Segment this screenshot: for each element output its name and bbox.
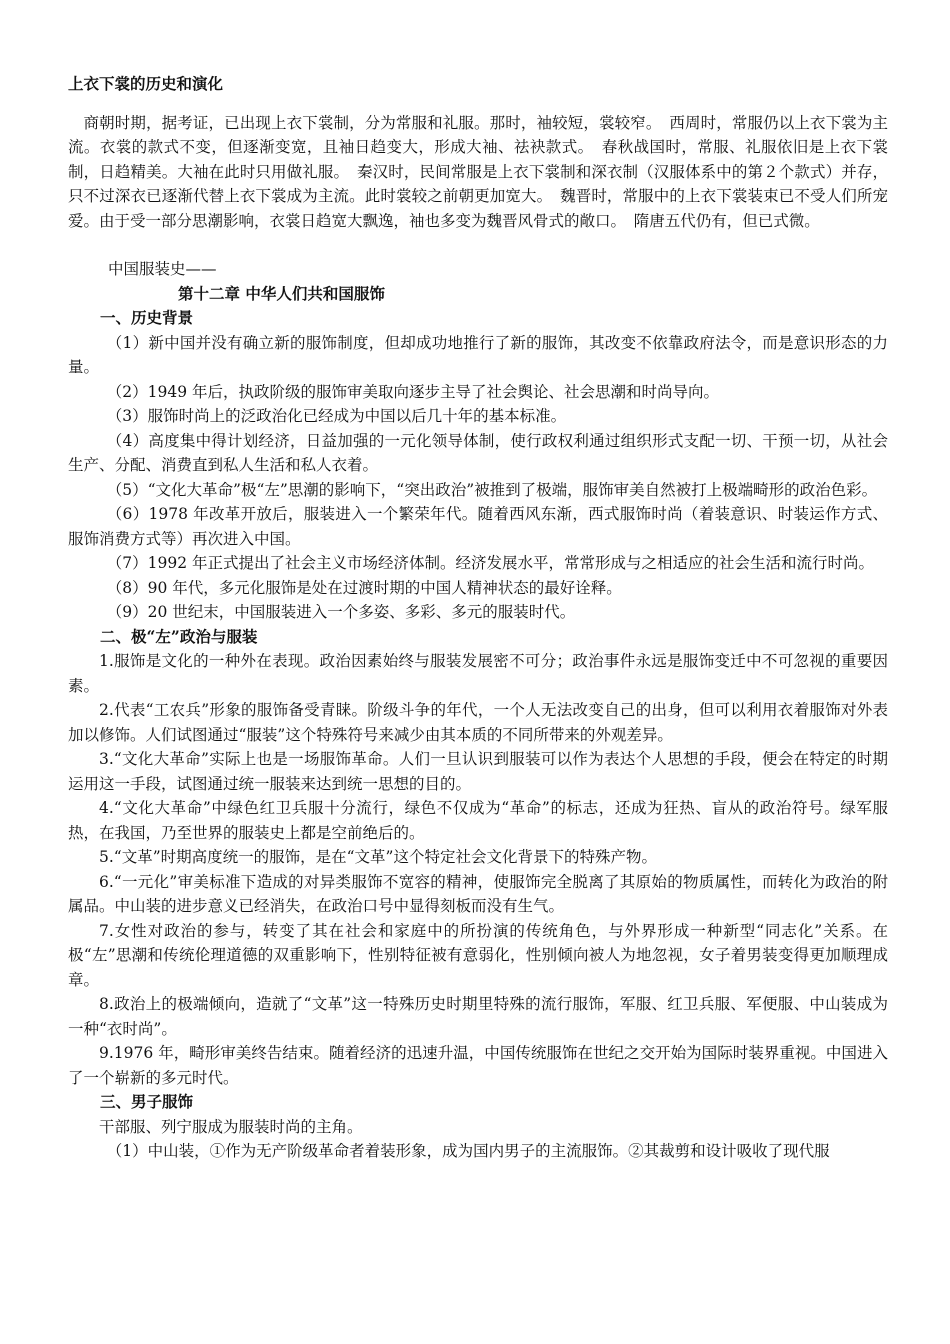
chapter-title: 第十二章 中华人们共和国服饰 (178, 283, 385, 303)
paragraph: （3）服饰时尚上的泛政治化已经成为中国以后几十年的基本标准。 (106, 407, 567, 425)
intro-paragraph (68, 111, 888, 234)
spacer (68, 233, 888, 257)
paragraph: （8）90 年代，多元化服饰是处在过渡时期的中国人精神状态的最好诠释。 (106, 578, 622, 597)
intro-sentence: 西周时，常服仍以上衣下裳为主流。衣裳的款式不变，但逐渐变宽，且袖日趋变大，形成大袖、祛袂款式。 (68, 113, 888, 156)
paragraph: 1.服饰是文化的一种外在表现。政治因素始终与服装发展密不可分；政治事件永远是服饰变迁中不可忽视的重要因素。 (68, 652, 888, 695)
paragraph: 9.1976 年，畸形审美终告结束。随着经济的迅速升温，中国传统服饰在世纪之交开始为国际时装界重视。中国进入了一个崭新的多元时代。 (68, 1044, 888, 1087)
paragraph: （7）1992 年正式提出了社会主义市场经济体制。经济发展水平，常常形成与之相适应的社会生活和流行时尚。 (106, 554, 874, 572)
paragraph: （4）高度集中得计划经济，日益加强的一元化领导体制，使行政权利通过组织形式支配一切、干预一切，从社会生产、分配、消费直到私人生活和私人衣着。 (68, 431, 888, 474)
paragraph: （5）“文化大革命”极“左”思潮的影响下，“突出政治”被推到了极端，服饰审美自然被打上极端畸形的政治色彩。 (106, 480, 878, 499)
intro-sentence: 春秋战国时，常服、礼服依旧是上衣下裳制，日趋精美。大袖在此时只用做礼服。 (68, 138, 888, 181)
intro-sentence: 商朝时期，据考证，已出现上衣下裳制，分为常服和礼服。那时，袖较短，裳较窄。 (83, 113, 654, 132)
paragraph: 干部服、列宁服成为服装时尚的主角。 (99, 1117, 363, 1136)
book-subtitle: 中国服装史—— (108, 260, 217, 278)
paragraph: （1）中山装，①作为无产阶级革命者着装形象，成为国内男子的主流服饰。②其裁剪和设计吸收了现代服 (106, 1142, 830, 1160)
paragraph: 4.“文化大革命”中绿色红卫兵服十分流行，绿色不仅成为“革命”的标志，还成为狂热、盲从的政治符号。绿军服热，在我国，乃至世界的服装史上都是空前绝后的。 (68, 799, 888, 842)
paragraph: （1）新中国并没有确立新的服饰制度，但却成功地推行了新的服饰，其改变不依靠政府法令，而是意识形态的力量。 (68, 333, 888, 376)
heading-politics: 二、极“左”政治与服装 (100, 626, 258, 646)
heading-history: 一、历史背景 (100, 308, 194, 327)
paragraph: （9）20 世纪末，中国服装进入一个多姿、多彩、多元的服装时代。 (106, 603, 576, 621)
paragraph: 6.“一元化”审美标准下造成的对异类服饰不宽容的精神，使服饰完全脱离了其原始的物质属性，而转化为政治的附属品。中山装的进步意义已经消失，在政治口号中显得刻板而没有生气。 (68, 872, 888, 915)
paragraph: （6）1978 年改革开放后，服装进入一个繁荣年代。随着西风东渐，西式服饰时尚（着装意识、时装运作方式、服饰消费方式等）再次进入中国。 (68, 505, 888, 548)
paragraph: 5.“文革”时期高度统一的服饰，是在“文革”这个特定社会文化背景下的特殊产物。 (99, 848, 657, 866)
paragraph: 8.政治上的极端倾向，造就了“文革”这一特殊历史时期里特殊的流行服饰，军服、红卫兵服、军便服、中山装成为一种“衣时尚”。 (68, 995, 888, 1038)
paragraph: （2）1949 年后，执政阶级的服饰审美取向逐步主导了社会舆论、社会思潮和时尚导向。 (106, 382, 719, 401)
intro-sentence: 魏晋时，常服中的上衣下裳装束已不受人们所宠爱。由于受一部分思潮影响，衣裳日趋宽大飘逸，袖也多变为魏晋风骨式的敞口。 (68, 187, 888, 230)
paragraph: 3.“文化大革命”实际上也是一场服饰革命。人们一旦认识到服装可以作为表达个人思想的手段，便会在特定的时期运用这一手段，试图通过统一服装来达到统一思想的目的。 (68, 750, 888, 793)
intro-sentence: 秦汉时，民间常服是上衣下裳制和深衣制（汉服体系中的第２个款式）并存，只不过深衣已逐渐代替上衣下裳成为主流。此时裳较之前朝更加宽大。 (68, 162, 888, 205)
intro-sentence: 隋唐五代仍有，但已式微。 (633, 211, 820, 230)
section-title: 上衣下裳的历史和演化 (68, 74, 224, 93)
heading-mens-wear: 三、男子服饰 (100, 1092, 194, 1111)
paragraph: 2.代表“工农兵”形象的服饰备受青睐。阶级斗争的年代，一个人无法改变自己的出身，但可以利用衣着服饰对外表加以修饰。人们试图通过“服装”这个特殊符号来减少由其本质的不同所带来的外观差异。 (68, 701, 888, 744)
document-page (68, 72, 888, 1164)
paragraph: 7.女性对政治的参与，转变了其在社会和家庭中的所扮演的传统角色，与外界形成一种新型“同志化”关系。在极“左”思潮和传统伦理道德的双重影响下，性别特征被有意弱化，性别倾向被人为地忽视，女子着男装变得更加顺理成章。 (68, 921, 888, 989)
